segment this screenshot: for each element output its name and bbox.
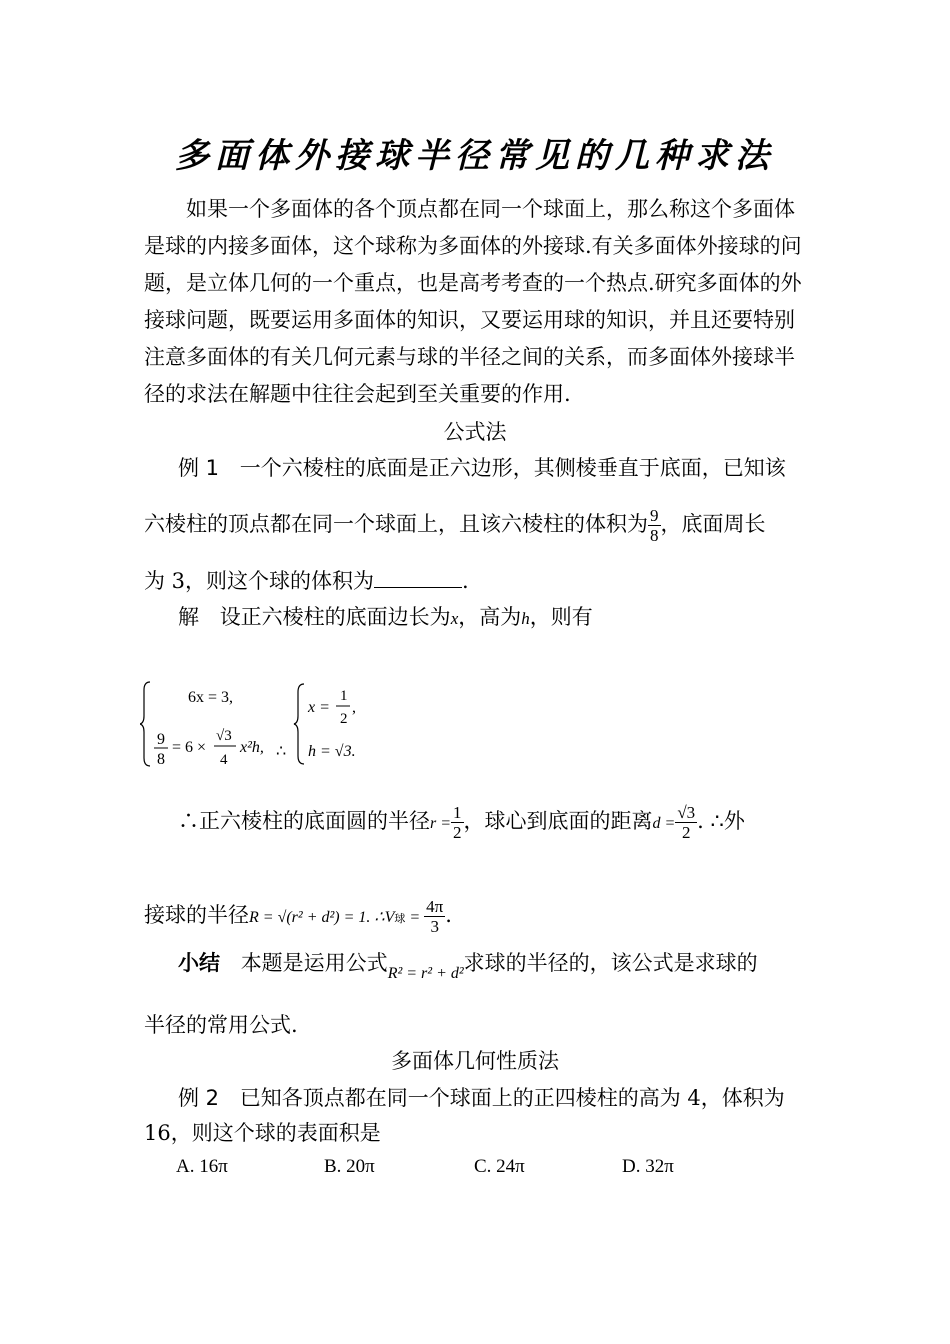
summary-line1: 小结 本题是运用公式$_{R^2 = r^2 + d^2}$求球的半径的，该公式是求球的: [178, 951, 758, 982]
solution-label: 解: [178, 605, 199, 629]
res1-tail: ,: [352, 699, 356, 716]
res1-den: 2: [340, 711, 348, 727]
example2-line1: 例 2 已知各顶点都在同一个球面上的正四棱柱的高为 4，体积为: [178, 1086, 785, 1110]
example2-line2: 16，则这个球的表面积是: [144, 1121, 381, 1145]
eq2-frac-num: √3: [216, 728, 232, 744]
summary-line2: 半径的常用公式.: [144, 1013, 298, 1037]
example1-line1: 例 1 一个六棱柱的底面是正六边形，其侧棱垂直于底面，已知该: [178, 456, 786, 480]
eq2-mid: = 6 ×: [172, 739, 207, 756]
res1-lhs: x =: [308, 699, 330, 716]
section-heading-formula: 公式法: [443, 420, 507, 444]
equation-system: [140, 676, 380, 772]
therefore-symbol: ∴: [276, 743, 287, 760]
option-a: A. 16π: [176, 1156, 228, 1177]
eq2-frac-den: 4: [220, 752, 228, 768]
example1-line2: 六棱柱的顶点都在同一个球面上，且该六棱柱的体积为 $\frac{9}{8}$ ，底面周长: [144, 506, 766, 545]
eq2-lhs-num: 9: [157, 731, 165, 748]
answer-blank: [374, 569, 462, 588]
section-heading-geometry: 多面体几何性质法: [391, 1049, 559, 1073]
eq1: 6x = 3,: [188, 689, 234, 706]
radius-line: ∴正六棱柱的底面圆的半径r = $\frac{1}{2}$ ，球心到底面的距离d = $\frac{√3}{2}$ . ∴外: [178, 803, 745, 842]
eq2-tail: x²h,: [240, 739, 264, 756]
sphere-radius-line: 接球的半径R = √(r² + d²) = 1. ∴V球 = $\frac{4\pi}{3}$ .: [144, 897, 452, 936]
intro-paragraph: 如果一个多面体的各个顶点都在同一个球面上，那么称这个多面体是球的内接多面体，这个球称为多面体的外接球.有关多面体外接球的问题，是立体几何的一个重点，也是高考考查的一个热点.研究多面体的外接球问题，既要运用多面体的知识，又要运用球的知识，并且还要特别注意多面体的有关几何元素与球的半径之间的关系，而多面体外接球半径的求法在解题中往往会起到至关重要的作用.: [144, 197, 802, 406]
option-d: D. 32π: [622, 1156, 674, 1177]
res1-num: 1: [340, 688, 348, 704]
option-c: C. 24π: [474, 1156, 525, 1177]
summary-label: 小结: [178, 951, 220, 975]
example1-label: 例 1: [178, 456, 220, 480]
solution-line: 解 设正六棱柱的底面边长为x，高为h，则有: [178, 605, 593, 629]
example2-label: 例 2: [178, 1086, 220, 1110]
option-b: B. 20π: [324, 1156, 375, 1177]
res2: h = √3.: [308, 743, 356, 760]
eq2-lhs-den: 8: [157, 751, 165, 768]
page-title: 多面体外接球半径常见的几种求法: [175, 136, 775, 176]
volume-fraction: $\frac{9}{8}$: [650, 506, 659, 545]
example1-line3: 为 3，则这个球的体积为 .: [144, 569, 469, 593]
